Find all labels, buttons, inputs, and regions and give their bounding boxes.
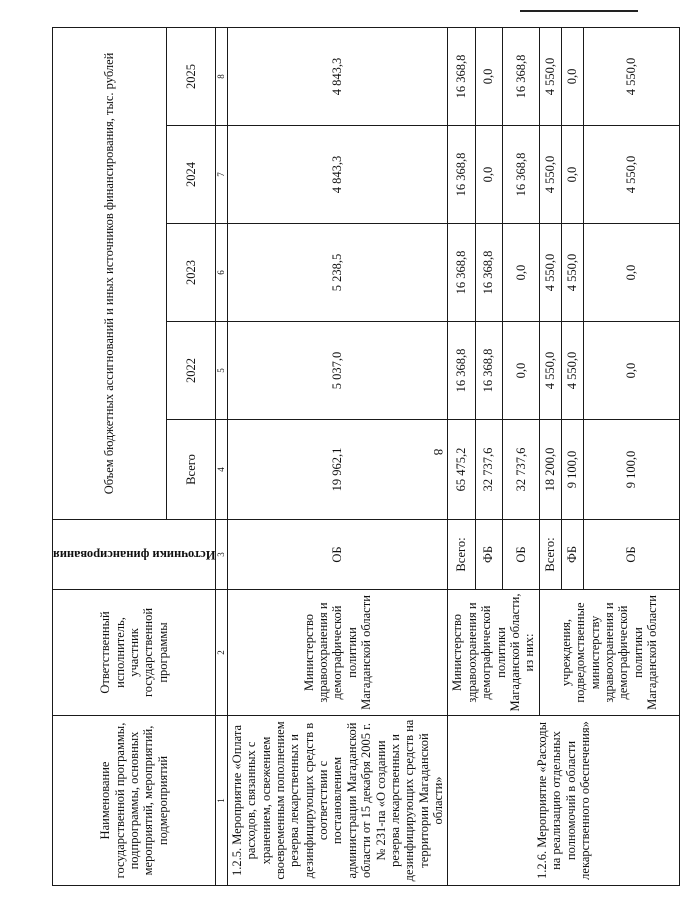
row-2-2025: 16 368,8 (448, 27, 475, 125)
col-number: 2 (216, 590, 227, 716)
row-2-source: ФБ (561, 520, 583, 590)
row-2-2022: 16 368,8 (475, 322, 502, 420)
header-source-cell (53, 520, 216, 590)
row-1-2025: 4 843,3 (227, 27, 448, 125)
row-2-2025: 0,0 (475, 27, 502, 125)
row-2-2024: 4 550,0 (539, 126, 561, 224)
row-1-executor: Министерство здравоохранения и демографической политики Магаданской области (227, 590, 448, 716)
row-2-total: 32 737,6 (475, 420, 502, 520)
header-year-2022: 2022 (167, 322, 216, 420)
row-2-source: Всего: (539, 520, 561, 590)
row-2-total: 18 200,0 (539, 420, 561, 520)
row-2-2024: 0,0 (561, 126, 583, 224)
row-2-2023: 16 368,8 (475, 224, 502, 322)
row-2-2023: 0,0 (583, 224, 679, 322)
row-2-total: 9 100,0 (561, 420, 583, 520)
row-2-source: ФБ (475, 520, 502, 590)
page-number: 8 (431, 448, 446, 456)
row-1-source: ОБ (227, 520, 448, 590)
row-2-2024: 16 368,8 (502, 126, 539, 224)
row-2-2022: 16 368,8 (448, 322, 475, 420)
row-2-executor-ministry: Министерство здравоохранения и демографической политики Магаданской области, из них: (448, 590, 539, 716)
column-numbers-row (216, 27, 227, 885)
row-2-2024: 4 550,0 (583, 126, 679, 224)
rotated-table-container (52, 28, 660, 886)
header-name: Наименование государственной программы, подпрограммы, основных мероприятий, мероприятий, подмероприятий (53, 716, 216, 886)
header-year-2025: 2025 (167, 27, 216, 125)
row-2-2022: 0,0 (502, 322, 539, 420)
row-1-total: 19 962,1 (227, 420, 448, 520)
header-source: Источники финансирования (53, 547, 216, 562)
row-2-source: Всего: (448, 520, 475, 590)
row-2-2022: 4 550,0 (539, 322, 561, 420)
header-volume: Объем бюджетных ассигнований и иных источников финансирования, тыс. рублей (53, 27, 167, 519)
row-2-source: ОБ (502, 520, 539, 590)
header-total: Всего (167, 420, 216, 520)
col-number: 8 (216, 27, 227, 125)
row-2-2022: 4 550,0 (561, 322, 583, 420)
table-row (227, 27, 448, 885)
row-2-2023: 16 368,8 (448, 224, 475, 322)
row-2-total: 32 737,6 (502, 420, 539, 520)
row-2-executor-institutions: учреждения, подведомственные министерству здравоохранения и демографической политики Магаданской области (539, 590, 679, 716)
row-1-2024: 4 843,3 (227, 126, 448, 224)
row-2-2023: 4 550,0 (561, 224, 583, 322)
col-number: 1 (216, 716, 227, 886)
col-number: 7 (216, 126, 227, 224)
row-2-2025: 16 368,8 (502, 27, 539, 125)
col-number: 4 (216, 420, 227, 520)
row-1-2022: 5 037,0 (227, 322, 448, 420)
col-number: 3 (216, 520, 227, 590)
row-2-2025: 0,0 (561, 27, 583, 125)
header-executor: Ответственный исполнитель, участник государственной программы (53, 590, 216, 716)
row-2-2023: 0,0 (502, 224, 539, 322)
row-2-2023: 4 550,0 (539, 224, 561, 322)
table-row (448, 27, 475, 885)
row-2-name: 1.2.6. Мероприятие «Расходы на реализацию отдельных полномочий в области лекарственного обеспечения» (448, 716, 679, 886)
row-2-2025: 4 550,0 (539, 27, 561, 125)
corner-line (520, 10, 638, 12)
row-2-2024: 0,0 (475, 126, 502, 224)
row-1-name: 1.2.5. Мероприятие «Оплата расходов, связанных с хранением, освежением своевременным пополнением резерва лекарственных и дезинфицирующих средств в соответствии с постановлением администрации Магаданской области от 15 декабря 2005 г. № 231-па «О создании резерва лекарственных и дезинфицирующих средств на территории Магаданской области» (227, 716, 448, 886)
row-2-source: ОБ (583, 520, 679, 590)
header-year-2024: 2024 (167, 126, 216, 224)
row-1-2023: 5 238,5 (227, 224, 448, 322)
col-number: 5 (216, 322, 227, 420)
row-2-total: 65 475,2 (448, 420, 475, 520)
col-number: 6 (216, 224, 227, 322)
financing-table (52, 27, 680, 886)
row-2-2024: 16 368,8 (448, 126, 475, 224)
header-year-2023: 2023 (167, 224, 216, 322)
row-2-2022: 0,0 (583, 322, 679, 420)
row-2-2025: 4 550,0 (583, 27, 679, 125)
row-2-total: 9 100,0 (583, 420, 679, 520)
